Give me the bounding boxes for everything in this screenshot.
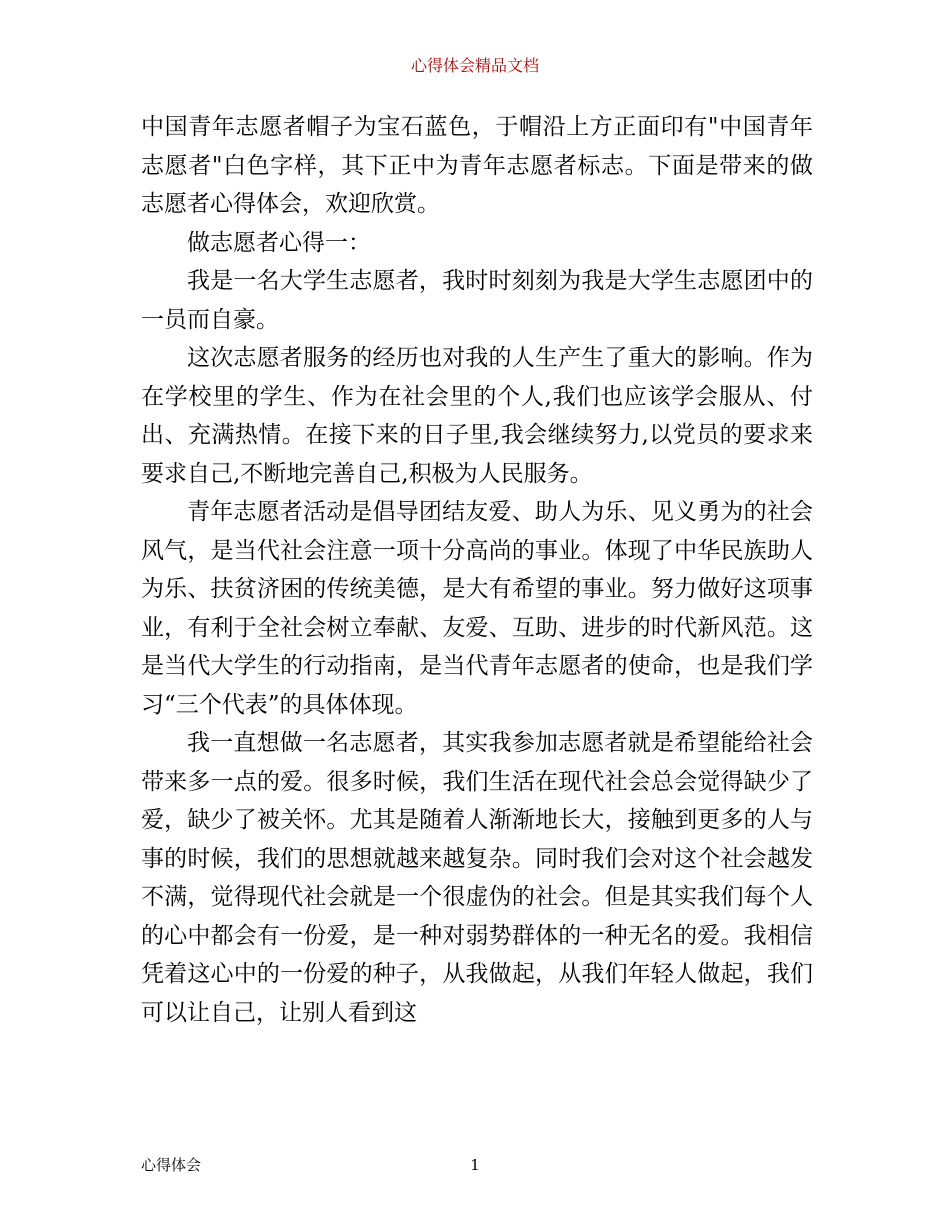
page-number: 1 (470, 1156, 480, 1174)
page-header-title: 心得体会精品文档 (410, 56, 539, 75)
body-paragraph: 我是一名大学生志愿者，我时时刻刻为我是大学生志愿团中的一员而自豪。 (141, 268, 813, 333)
body-paragraph: 这次志愿者服务的经历也对我的人生产生了重大的影响。作为在学校里的学生、作为在社会里的个人,我们也应该学会服从、付出、充满热情。在接下来的日子里,我会继续努力,以党员的要求来要求自己,不断地完善自己,积极为人民服务。 (141, 345, 813, 487)
section-heading: 做志愿者心得一： (187, 229, 371, 256)
body-paragraph: 青年志愿者活动是倡导团结友爱、助人为乐、见义勇为的社会风气，是当代社会注意一项十分高尚的事业。体现了中华民族助人为乐、扶贫济困的传统美德，是大有希望的事业。努力做好这项事业，有利于全社会树立奉献、友爱、互助、进步的时代新风范。这是当代大学生的行动指南，是当代青年志愿者的使命，也是我们学习“三个代表”的具体体现。 (141, 499, 813, 718)
intro-paragraph: 中国青年志愿者帽子为宝石蓝色，于帽沿上方正面印有"中国青年志愿者"白色字样，其下正中为青年志愿者标志。下面是带来的做志愿者心得体会，欢迎欣赏。 (141, 114, 813, 217)
document-body (141, 108, 813, 1032)
footer-label: 心得体会 (141, 1156, 202, 1174)
body-paragraph: 我一直想做一名志愿者，其实我参加志愿者就是希望能给社会带来多一点的爱。很多时候，我们生活在现代社会总会觉得缺少了爱，缺少了被关怀。尤其是随着人渐渐地长大，接触到更多的人与事的时候，我们的思想就越来越复杂。同时我们会对这个社会越发不满，觉得现代社会就是一个很虚伪的社会。但是其实我们每个人的心中都会有一份爱，是一种对弱势群体的一种无名的爱。我相信凭着这心中的一份爱的种子，从我做起，从我们年轻人做起，我们可以让自己，让别人看到这 (141, 730, 813, 1026)
